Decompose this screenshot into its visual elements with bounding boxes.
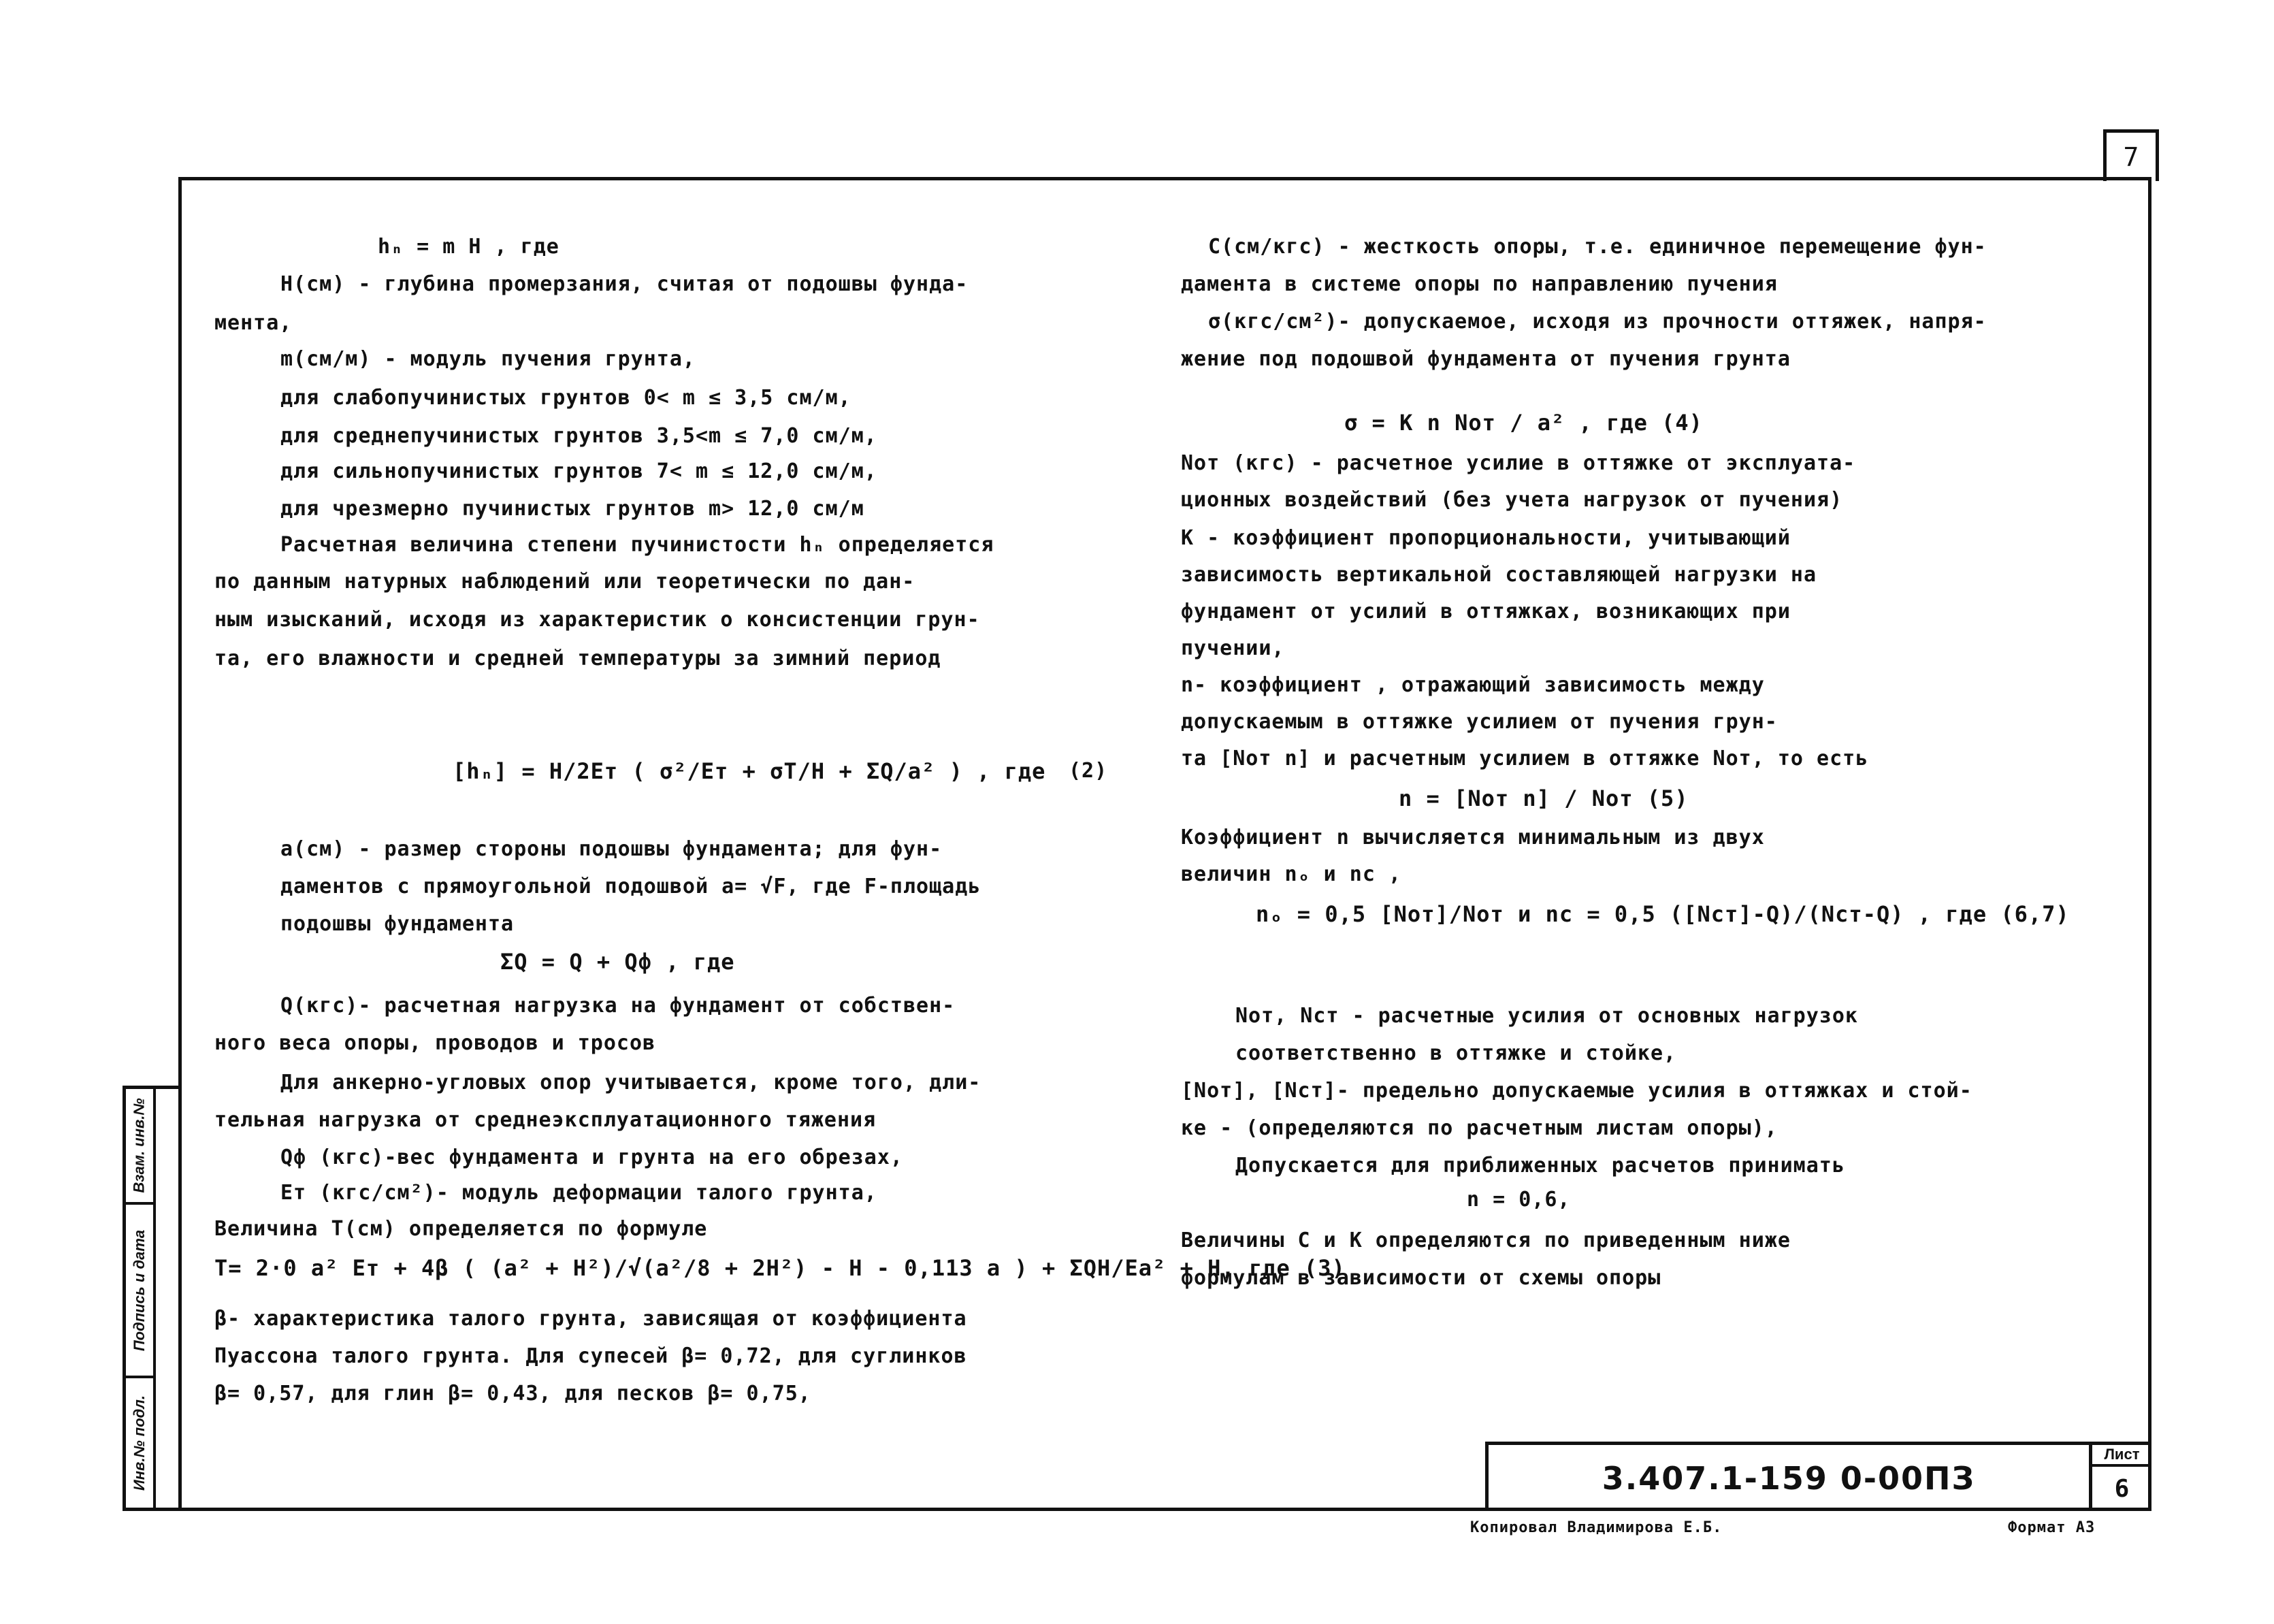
text-line-26: Величины C и K определяются по приведенным ниже bbox=[1181, 1229, 1791, 1252]
stamp-cell-inventory bbox=[126, 1089, 153, 1205]
text-line-3: жение под подошвой фундамента от пучения грунта bbox=[1181, 347, 1791, 371]
text-line-27: формулам в зависимости от схемы опоры bbox=[1181, 1266, 1661, 1290]
title-block bbox=[1485, 1442, 2151, 1511]
text-line-2: σ(кгс/см²)- допускаемое, исходя из прочности оттяжек, напря- bbox=[1208, 310, 1987, 334]
document-code: 3.407.1-159 0-00ПЗ bbox=[1602, 1459, 1976, 1497]
formula-line-28: T= 2·0 a² Eт + 4β ( (a² + H²)/√(a²/8 + 2H²) - H - 0,113 a ) + ΣQH/Ea² + H, где (3) bbox=[214, 1255, 1346, 1281]
text-line-9: по данным натурных наблюдений или теоретически по дан- bbox=[214, 570, 915, 594]
text-line-24: Допускается для приближенных расчетов принимать bbox=[1235, 1154, 1845, 1178]
text-line-11: та, его влажности и средней температуры за зимний период bbox=[214, 647, 941, 670]
text-line-24: тельная нагрузка от среднеэксплуатационного тяжения bbox=[214, 1108, 877, 1132]
text-line-6: Nот (кгс) - расчетное усилие в оттяжке от эксплуата- bbox=[1181, 451, 1856, 475]
text-line-19: подошвы фундамента bbox=[280, 912, 515, 936]
sheet-number: 6 bbox=[2114, 1475, 2130, 1503]
text-line-21: соответственно в оттяжке и стойке, bbox=[1235, 1041, 1677, 1065]
text-line-27: Величина T(см) определяется по формуле bbox=[214, 1217, 708, 1241]
text-line-13: допускаемым в оттяжке усилием от пучения грун- bbox=[1181, 710, 1778, 734]
text-line-3: m(см/м) - модуль пучения грунта, bbox=[280, 347, 696, 371]
text-line-18: даментов с прямоугольной подошвой a= √F, где F-площадь bbox=[280, 875, 981, 898]
formula-line-15: n = [Nот n] / Nот (5) bbox=[1399, 785, 1689, 811]
text-line-17: a(см) - размер стороны подошвы фундамента; для фун- bbox=[280, 837, 943, 861]
format-label: Формат А3 bbox=[2008, 1519, 2096, 1536]
text-line-7: для чрезмерно пучинистых грунтов m> 12,0 см/м bbox=[280, 497, 864, 521]
stamp-cell-signature bbox=[126, 1205, 153, 1378]
text-line-1: дамента в системе опоры по направлению пучения bbox=[1181, 272, 1778, 296]
text-line-31: β= 0,57, для глин β= 0,43, для песков β= 0,75, bbox=[214, 1382, 811, 1406]
formula-line-18: nₒ = 0,5 [Nот]/Nот и nc = 0,5 ([Nст]-Q)/(Nст-Q) , где (6,7) bbox=[1256, 901, 2070, 927]
text-line-25: n = 0,6, bbox=[1467, 1188, 1571, 1212]
text-line-10: ным изысканий, исходя из характеристик о консистенции грун- bbox=[214, 608, 980, 632]
stamp-cell-original bbox=[126, 1378, 153, 1508]
sheet-cell bbox=[2089, 1445, 2151, 1511]
text-line-1: H(см) - глубина промерзания, считая от подошвы фунда- bbox=[280, 272, 969, 296]
formula-line-14: [hₙ] = H/2Eт ( σ²/Eт + σT/H + ΣQ/a² ) , где bbox=[453, 758, 1046, 784]
text-line-30: Пуассона талого грунта. Для супесей β= 0,72, для суглинков bbox=[214, 1344, 967, 1368]
text-line-17: величин nₒ и nc , bbox=[1181, 862, 1402, 886]
text-line-12: n- коэффициент , отражающий зависимость между bbox=[1181, 673, 1765, 697]
text-line-16: Коэффициент n вычисляется минимальным из двух bbox=[1181, 826, 1765, 849]
text-line-20: Nот, Nст - расчетные усилия от основных нагрузок bbox=[1235, 1004, 1858, 1028]
page-number-box bbox=[2103, 129, 2159, 181]
text-line-7: ционных воздействий (без учета нагрузок от пучения) bbox=[1181, 488, 1843, 512]
text-line-15: (2) bbox=[1069, 759, 1108, 783]
stamp-label-inventory: Взам. инв.№ bbox=[131, 1098, 148, 1193]
text-line-9: зависимость вертикальной составляющей нагрузки на bbox=[1181, 563, 1817, 587]
text-line-6: для сильнопучинистых грунтов 7< m ≤ 12,0 см/м, bbox=[280, 459, 877, 483]
text-line-21: Q(кгс)- расчетная нагрузка на фундамент от собствен- bbox=[280, 994, 956, 1018]
side-stamp bbox=[123, 1086, 180, 1511]
page-number: 7 bbox=[2123, 142, 2139, 172]
text-line-22: [Nот], [Nст]- предельно допускаемые усилия в оттяжках и стой- bbox=[1181, 1079, 1972, 1103]
text-line-26: Eт (кгс/см²)- модуль деформации талого грунта, bbox=[280, 1181, 877, 1205]
stamp-label-signature: Подпись и дата bbox=[131, 1229, 148, 1351]
formula-line-5: σ = K n Nот / a² , где (4) bbox=[1344, 410, 1703, 436]
copied-by: Копировал Владимирова Е.Б. bbox=[1470, 1519, 1723, 1536]
text-line-0: C(см/кгс) - жесткость опоры, т.е. единичное перемещение фун- bbox=[1208, 235, 1987, 259]
text-line-11: пучении, bbox=[1181, 636, 1285, 660]
stamp-divider bbox=[153, 1089, 156, 1508]
formula-line-20: ΣQ = Q + Qф , где bbox=[500, 949, 735, 975]
text-line-25: Qф (кгс)-вес фундамента и грунта на его обрезах, bbox=[280, 1146, 903, 1169]
text-line-23: ке - (определяются по расчетным листам опоры), bbox=[1181, 1116, 1778, 1140]
stamp-label-original: Инв.№ подл. bbox=[131, 1395, 148, 1491]
text-line-4: для слабопучинистых грунтов 0< m ≤ 3,5 см/м, bbox=[280, 386, 851, 410]
text-line-22: ного веса опоры, проводов и тросов bbox=[214, 1031, 656, 1055]
text-line-23: Для анкерно-угловых опор учитывается, кроме того, дли- bbox=[280, 1071, 981, 1094]
text-line-10: фундамент от усилий в оттяжках, возникающих при bbox=[1181, 600, 1791, 623]
text-line-5: для среднепучинистых грунтов 3,5<m ≤ 7,0 см/м, bbox=[280, 424, 877, 448]
text-line-2: мента, bbox=[214, 311, 293, 335]
text-line-14: та [Nот n] и расчетным усилием в оттяжке Nот, то есть bbox=[1181, 747, 1869, 770]
text-line-8: Расчетная величина степени пучинистости hₙ определяется bbox=[280, 533, 994, 557]
sheet-label: Лист bbox=[2092, 1445, 2151, 1467]
text-line-29: β- характеристика талого грунта, зависящая от коэффициента bbox=[214, 1307, 967, 1331]
text-line-0: hₙ = m H , где bbox=[378, 235, 559, 259]
text-line-8: K - коэффициент пропорциональности, учитывающий bbox=[1181, 526, 1791, 550]
